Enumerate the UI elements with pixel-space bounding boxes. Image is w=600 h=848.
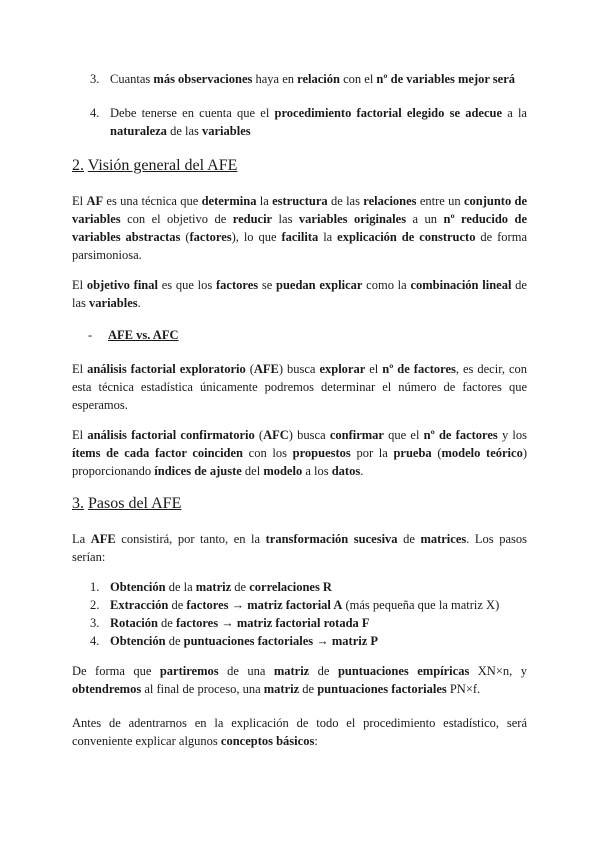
list-number: 3. <box>90 72 100 86</box>
subheading-dash: - <box>88 328 93 342</box>
subheading-afe-vs-afc <box>88 326 179 344</box>
intro-list-item-3 <box>90 70 527 88</box>
section-2-paragraph-1: El AF es una técnica que determina la estructura de las relaciones entre un conjunto de variables con el objetivo de reducir las variables originales a un nº reducido de variables abstractas (factores), lo que facilita la explicación de constructo de forma parsimoniosa. <box>72 194 528 262</box>
subheading-text: AFE vs. AFC <box>108 328 179 342</box>
section-2-heading <box>72 156 237 176</box>
steps-list-item <box>90 614 527 632</box>
steps-list-item <box>90 578 527 596</box>
list-number: 4. <box>90 106 100 120</box>
section-2-paragraph-2: El objetivo final es que los factores se puedan explicar como la combinación lineal de las variables. <box>72 278 527 310</box>
list-text: Extracción de factores → matriz factorial A (más pequeña que la matriz X) <box>110 598 500 612</box>
section-2-paragraph-afc: El análisis factorial confirmatorio (AFC) busca confirmar que el nº de factores y los ítems de cada factor coinciden con los propuestos por la prueba (modelo teórico) proporcionando índices de ajuste del modelo a los datos. <box>72 428 528 478</box>
section-3-paragraph-1: La AFE consistirá, por tanto, en la transformación sucesiva de matrices. Los pasos serían: <box>72 532 527 564</box>
list-text: Cuantas más observaciones haya en relación con el nº de variables mejor será <box>110 72 516 86</box>
steps-list-item <box>90 632 527 650</box>
list-text: Obtención de puntuaciones factoriales → matriz P <box>110 634 379 648</box>
list-number: 2. <box>90 598 100 612</box>
list-number: 1. <box>90 580 100 594</box>
section-2-title: Visión general del AFE <box>87 157 238 174</box>
section-2-number: 2. <box>72 157 84 174</box>
section-2-paragraph-afe: El análisis factorial exploratorio (AFE) busca explorar el nº de factores, es decir, con esta técnica estadística únicamente podremos determinar el número de factores que esperamos. <box>72 362 528 412</box>
list-number: 4. <box>90 634 100 648</box>
section-3-title: Pasos del AFE <box>88 495 182 512</box>
steps-list-item <box>90 596 527 614</box>
intro-list-item-4 <box>90 104 527 140</box>
list-number: 3. <box>90 616 100 630</box>
section-3-paragraph-2: De forma que partiremos de una matriz de puntuaciones empíricas XN×n, y obtendremos al final de proceso, una matriz de puntuaciones factoriales PN×f. <box>72 664 527 696</box>
steps-list <box>90 578 527 650</box>
section-3-number: 3. <box>72 495 84 512</box>
section-3-heading <box>72 494 181 514</box>
list-text: Obtención de la matriz de correlaciones R <box>110 580 332 594</box>
list-text: Rotación de factores → matriz factorial rotada F <box>110 616 370 630</box>
list-text: Debe tenerse en cuenta que el procedimiento factorial elegido se adecue a la naturaleza de las variables <box>110 106 527 138</box>
section-3-paragraph-3: Antes de adentrarnos en la explicación de todo el procedimiento estadístico, será conveniente explicar algunos conceptos básicos: <box>72 716 527 748</box>
